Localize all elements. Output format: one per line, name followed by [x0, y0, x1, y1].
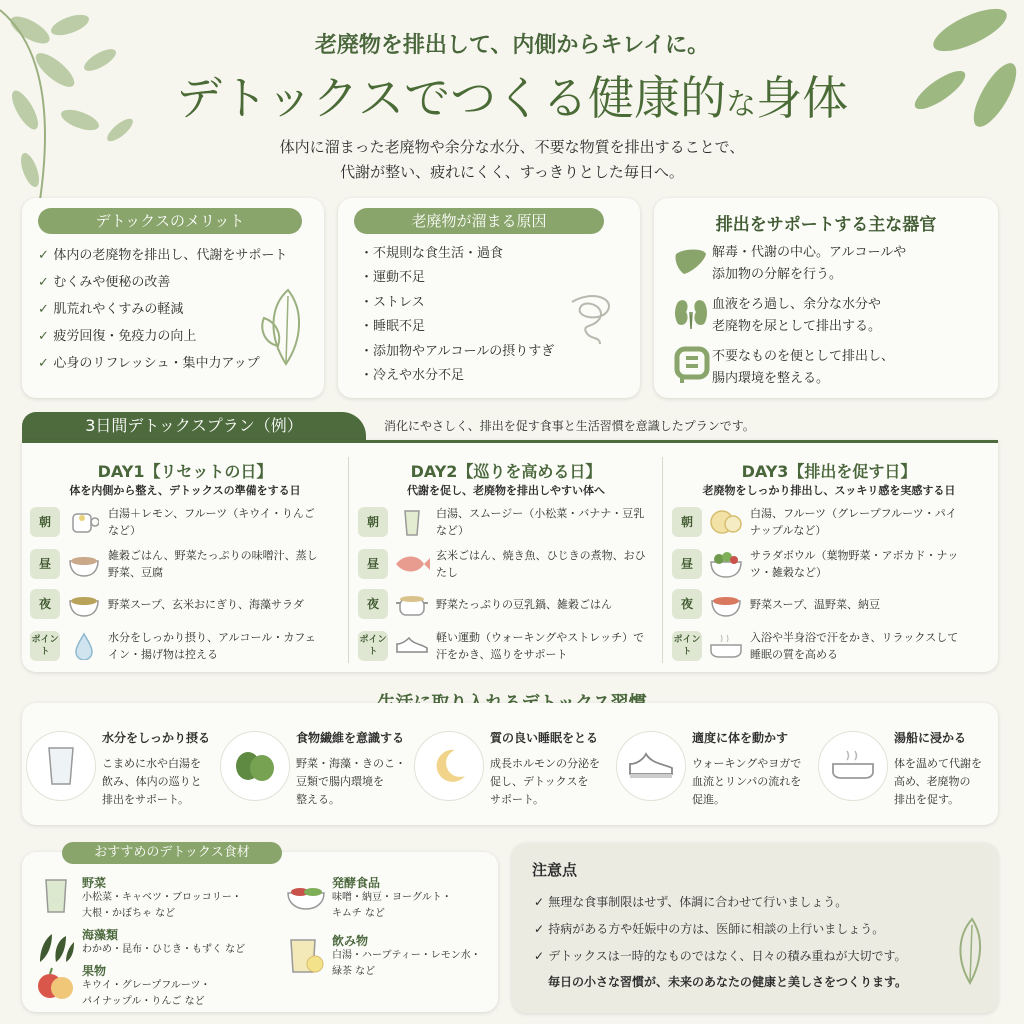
- kidney-icon: [674, 296, 708, 330]
- organ-desc: 添加物の分解を行う。: [712, 267, 843, 282]
- cause-item: ・運動不足: [360, 270, 426, 286]
- food-desc: 緑茶 など: [332, 966, 376, 977]
- food-desc: 大根・かぼちゃ など: [82, 908, 176, 919]
- plan-row-night: [30, 587, 322, 621]
- row-text: 雑穀ごはん、野菜たっぷりの味噌汁、蒸し野菜、豆腐: [108, 549, 318, 579]
- organ-intestine: [668, 346, 894, 390]
- food-name: 発酵食品: [332, 876, 381, 890]
- merit-item: ✓ 肌荒れやくすみの軽減: [38, 296, 287, 323]
- vegetable-juice-icon: [43, 877, 69, 915]
- caution-item: ✓ 無理な食事制限はせず、体調に合わせて行いましょう。: [534, 889, 907, 916]
- causes-list: [360, 242, 554, 388]
- organ-desc: 解毒・代謝の中心。アルコールや: [712, 245, 907, 260]
- organ-desc: 腸内環境を整える。: [712, 371, 830, 386]
- merit-item: ✓ 心身のリフレッシュ・集中力アップ: [38, 350, 287, 377]
- moon-icon: [429, 746, 469, 786]
- plan-row-point: [672, 629, 964, 663]
- habit-title: 水分をしっかり摂る: [102, 731, 211, 745]
- organ-desc: 老廃物を尿として排出する。: [712, 319, 882, 334]
- habit-title: 湯船に浸かる: [894, 731, 967, 745]
- intestine-icon: [674, 346, 710, 384]
- glass-icon: [46, 745, 76, 787]
- habit-desc: 整える。: [296, 793, 340, 806]
- caution-title: 注意点: [532, 861, 578, 879]
- row-label: 朝: [30, 507, 60, 537]
- page-title: [0, 62, 1024, 128]
- row-label: ポイント: [672, 631, 702, 661]
- cup-icon: [69, 508, 99, 536]
- header-kicker: 老廃物を排出して、内側からキレイに。: [314, 33, 710, 58]
- row-text: 白湯、スムージー（小松菜・バナナ・豆乳など）: [436, 507, 645, 537]
- food-item: [286, 932, 506, 982]
- food-desc: 白湯・ハーブティー・レモン水・: [332, 950, 481, 961]
- day-title: DAY1【リセットの日】: [97, 462, 273, 481]
- row-label: 夜: [672, 589, 702, 619]
- rice-bowl-icon: [68, 551, 100, 577]
- food-desc: わかめ・昆布・ひじき・もずく など: [82, 944, 246, 955]
- fish-icon: [394, 554, 430, 574]
- soup-icon: [68, 591, 100, 617]
- foods-title: おすすめのデトックス食材: [62, 842, 282, 864]
- foods-card: [22, 845, 498, 1012]
- day-subtitle: 体を内側から整え、デトックスの準備をする日: [69, 484, 301, 497]
- habit-title: 適度に体を動かす: [692, 731, 789, 745]
- merit-item: ✓ むくみや便秘の改善: [38, 269, 287, 296]
- day-subtitle: 老廃物をしっかり排出し、スッキリ感を実感する日: [702, 484, 956, 497]
- plan-row-point: [30, 629, 322, 663]
- day2-column: [350, 443, 662, 675]
- habit-title: 食物繊維を意識する: [296, 731, 405, 745]
- row-label: 昼: [672, 549, 702, 579]
- row-text: 白湯＋レモン、フルーツ（キウイ・りんごなど）: [108, 507, 315, 537]
- apple-icon: [36, 966, 76, 1002]
- plan-row-noon: [30, 547, 322, 581]
- habit-desc: ウォーキングやヨガで: [692, 757, 802, 770]
- food-name: 果物: [82, 964, 107, 978]
- pot-icon: [395, 591, 429, 617]
- cause-item: ・添加物やアルコールの摂りすぎ: [360, 343, 555, 359]
- day-title: DAY3【排出を促す日】: [741, 462, 917, 481]
- page-title-main: デトックスでつくる健康的: [175, 71, 727, 125]
- plan-row-night: [358, 587, 650, 621]
- habit-item: [414, 723, 614, 813]
- food-name: 飲み物: [332, 934, 369, 948]
- day-title: DAY2【巡りを高める日】: [410, 462, 602, 481]
- causes-card: [338, 198, 640, 398]
- lead-text-line1: 体内に溜まった老廃物や余分な水分、不要な物質を排出することで、: [279, 138, 745, 156]
- organs-title: 排出をサポートする主な器官: [715, 215, 937, 235]
- row-label: 夜: [30, 589, 60, 619]
- cause-item: ・不規則な食生活・過食: [360, 246, 504, 261]
- caution-list: [534, 889, 907, 970]
- cause-item: ・ストレス: [360, 294, 425, 310]
- habit-desc: 豆類で腸内環境を: [296, 775, 384, 788]
- caution-item: ✓ 持病がある方や妊娠中の方は、医師に相談の上行いましょう。: [534, 916, 907, 943]
- day-divider: [662, 457, 663, 663]
- smoothie-icon: [402, 507, 422, 537]
- closing-message: 毎日の小さな習慣が、未来のあなたの健康と美しさをつくります。: [548, 975, 908, 989]
- bath-icon: [709, 633, 743, 659]
- habit-desc: 体を温めて代謝を: [894, 757, 982, 770]
- row-text: 軽い運動（ウォーキングやストレッチ）で汗をかき、巡りをサポート: [436, 631, 645, 661]
- plan-row-noon: [358, 547, 650, 581]
- plan-row-morning: [672, 505, 964, 539]
- food-desc: キウイ・グレープフルーツ・: [82, 980, 211, 991]
- habit-desc: 排出を促す。: [894, 793, 960, 806]
- habit-title: 質の良い睡眠をとる: [490, 731, 599, 745]
- habit-item: [26, 723, 226, 813]
- organ-kidney: [668, 294, 881, 338]
- merits-card: [22, 198, 324, 398]
- swirl-icon: [566, 288, 618, 348]
- habits-card: [22, 703, 998, 825]
- day-divider: [348, 457, 349, 663]
- fermented-bowl-icon: [286, 881, 326, 911]
- row-label: 朝: [358, 507, 388, 537]
- habit-desc: 高め、老廃物の: [894, 775, 971, 788]
- plan-row-noon: [672, 547, 964, 581]
- plan-row-morning: [30, 505, 322, 539]
- tea-glass-icon: [287, 934, 325, 974]
- row-label: 昼: [30, 549, 60, 579]
- food-desc: キムチ など: [332, 908, 385, 919]
- leaf-icon: [258, 286, 314, 366]
- habit-desc: 野菜・海藻・きのこ・: [296, 757, 406, 770]
- day-subtitle: 代謝を促し、老廃物を排出しやすい体へ: [407, 484, 605, 497]
- organs-card: [654, 198, 998, 398]
- fruit-icon: [709, 508, 743, 536]
- plan-tab: 3日間デトックスプラン（例）: [22, 412, 366, 440]
- caution-item: ✓ デトックスは一時的なものではなく、日々の積み重ねが大切です。: [534, 943, 907, 970]
- food-item: [36, 962, 256, 1012]
- bathtub-icon: [831, 748, 875, 784]
- row-text: 白湯、フルーツ（グレープフルーツ・パイナップルなど）: [750, 507, 957, 537]
- leaf-icon: [950, 915, 990, 985]
- habit-desc: こまめに水や白湯を: [102, 757, 201, 770]
- lead-text-line2: 代謝が整い、疲れにくく、すっきりとした毎日へ。: [340, 163, 684, 181]
- merit-item: ✓ 疲労回復・免疫力の向上: [38, 323, 287, 350]
- merit-item: ✓ 体内の老廃物を排出し、代謝をサポート: [38, 242, 287, 269]
- plan-card: [22, 440, 998, 672]
- row-text: サラダボウル（葉物野菜・アボカド・ナッツ・雑穀など）: [750, 549, 959, 579]
- habit-item: [616, 723, 816, 813]
- caution-card: [512, 843, 998, 1013]
- liver-icon: [674, 246, 708, 276]
- food-desc: 小松菜・キャベツ・ブロッコリー・: [82, 892, 242, 903]
- soup-icon: [710, 591, 742, 617]
- habit-desc: 排出をサポート。: [102, 793, 190, 806]
- row-label: ポイント: [30, 631, 60, 661]
- habit-item: [818, 723, 994, 813]
- habit-desc: サポート。: [490, 793, 545, 806]
- row-text: 入浴や半身浴で汗をかき、リラックスして睡眠の質を高める: [750, 631, 959, 661]
- row-text: 野菜たっぷりの豆乳鍋、雑穀ごはん: [436, 597, 612, 611]
- cause-item: ・睡眠不足: [360, 319, 426, 335]
- day1-column: [22, 443, 348, 675]
- cause-item: ・冷えや水分不足: [360, 368, 465, 384]
- habit-desc: 血流とリンパの流れを: [692, 775, 802, 788]
- organ-liver: [668, 242, 906, 286]
- organ-desc: 血液をろ過し、余分な水分や: [712, 297, 882, 312]
- habit-desc: 促し、デトックスを: [490, 775, 589, 788]
- row-label: ポイント: [358, 631, 388, 661]
- row-label: 夜: [358, 589, 388, 619]
- vegetable-icon: [234, 748, 276, 784]
- habit-desc: 成長ホルモンの分泌を: [490, 757, 600, 770]
- plan-row-morning: [358, 505, 650, 539]
- seaweed-icon: [36, 932, 76, 964]
- habit-desc: 飲み、体内の巡りと: [102, 775, 202, 788]
- food-item: [286, 874, 506, 924]
- plan-row-point: [358, 629, 650, 663]
- row-text: 水分をしっかり摂り、アルコール・カフェイン・揚げ物は控える: [108, 631, 316, 661]
- habit-item: [220, 723, 420, 813]
- plan-description: 消化にやさしく、排出を促す食事と生活習慣を意識したプランです。: [384, 419, 755, 433]
- row-text: 野菜スープ、玄米おにぎり、海藻サラダ: [108, 597, 304, 611]
- merits-list: [38, 242, 287, 377]
- plan-row-night: [672, 587, 964, 621]
- sneaker-icon: [628, 752, 674, 780]
- shoe-icon: [395, 636, 429, 656]
- food-item: [36, 874, 256, 924]
- row-text: 野菜スープ、温野菜、納豆: [750, 597, 881, 611]
- food-name: 海藻類: [82, 928, 119, 942]
- food-desc: 味噌・納豆・ヨーグルト・: [332, 892, 452, 903]
- food-desc: パイナップル・りんご など: [82, 996, 205, 1007]
- row-text: 玄米ごはん、焼き魚、ひじきの煮物、おひたし: [436, 549, 646, 579]
- habit-desc: 促進。: [692, 793, 725, 806]
- salad-icon: [709, 550, 743, 578]
- food-name: 野菜: [82, 876, 107, 890]
- page-title-end: 身体: [756, 71, 849, 125]
- page-title-na: な: [726, 87, 757, 122]
- row-label: 昼: [358, 549, 388, 579]
- organ-desc: 不要なものを便として排出し、: [712, 349, 895, 364]
- water-drop-icon: [74, 632, 94, 660]
- causes-title: 老廃物が溜まる原因: [354, 208, 604, 234]
- day3-column: [664, 443, 994, 675]
- merits-title: デトックスのメリット: [38, 208, 302, 234]
- row-label: 朝: [672, 507, 702, 537]
